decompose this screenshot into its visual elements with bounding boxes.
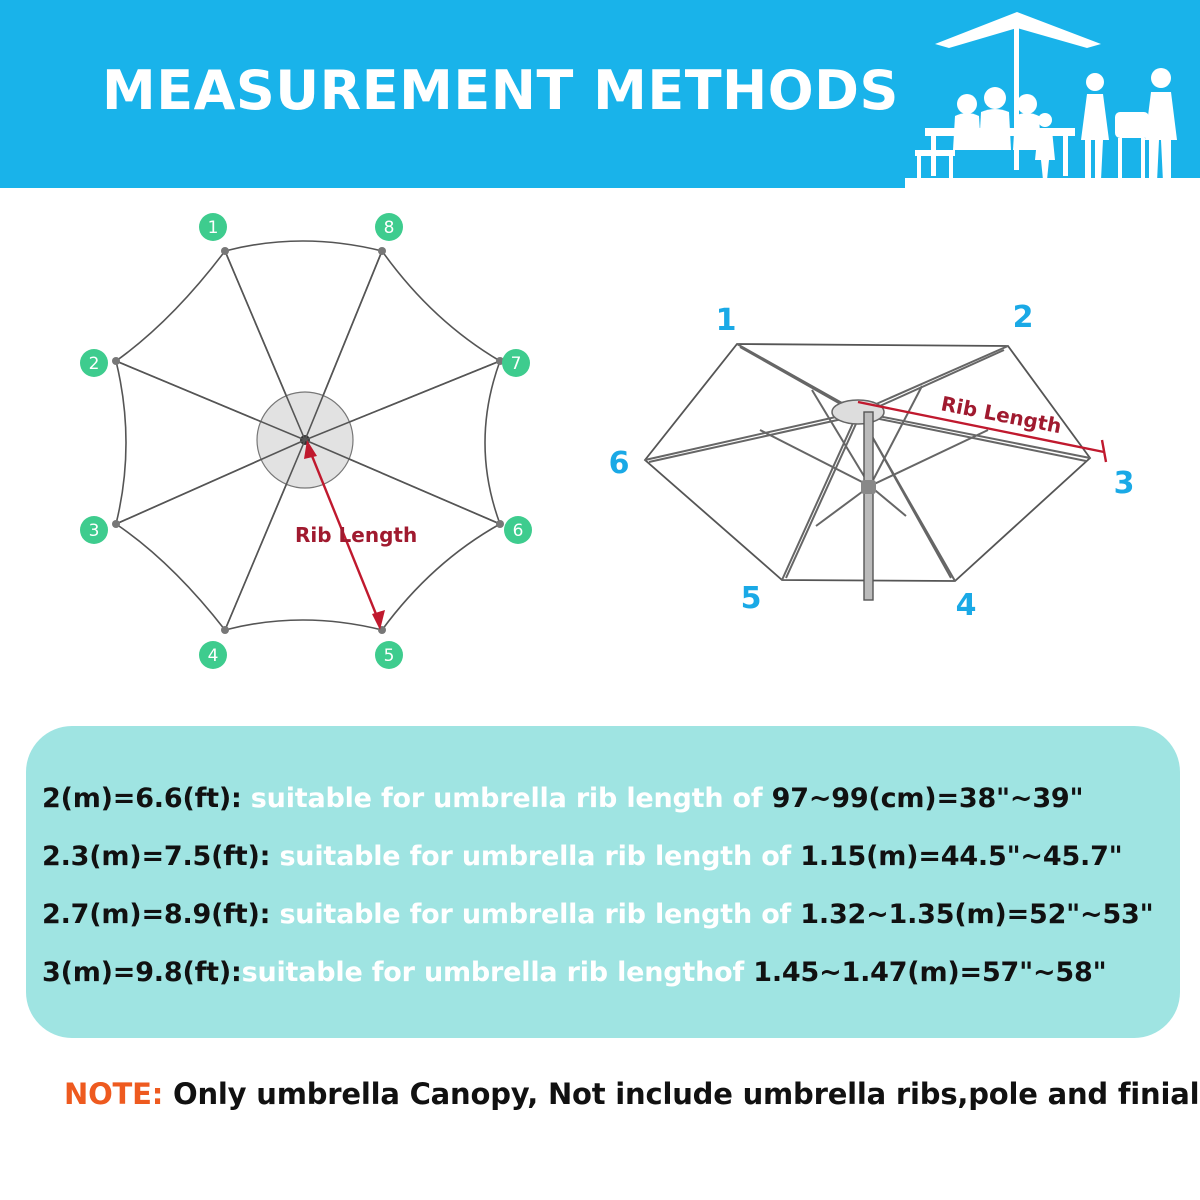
header-banner — [0, 0, 1200, 188]
rib-length-label-side: Rib Length — [939, 391, 1064, 439]
note-label: NOTE: — [64, 1077, 164, 1111]
size-description: suitable for umbrella rib length of — [279, 899, 801, 930]
umbrella-side-view-diagram — [590, 290, 1150, 630]
size-value: 2(m)=6.6(ft): — [42, 783, 251, 814]
rib-length-value: 1.15(m)=44.5"~45.7" — [800, 841, 1123, 872]
rib-number-7: 7 — [510, 354, 522, 374]
rib-number-8: 8 — [383, 218, 395, 238]
side-rib-number-3: 3 — [1113, 466, 1135, 501]
rib-length-value: 1.32~1.35(m)=52"~53" — [800, 899, 1154, 930]
side-rib-number-4: 4 — [955, 588, 977, 623]
note-text: Only umbrella Canopy, Not include umbrella ribs,pole and finial — [163, 1077, 1200, 1111]
note-line — [64, 1075, 1199, 1113]
rib-number-4: 4 — [207, 646, 219, 666]
rib-length-value: 1.45~1.47(m)=57"~58" — [753, 957, 1107, 988]
umbrella-top-view-diagram — [70, 200, 550, 680]
size-value: 2.3(m)=7.5(ft): — [42, 841, 280, 872]
rib-length-value: 97~99(cm)=38"~39" — [771, 783, 1084, 814]
rib-number-2: 2 — [88, 354, 100, 374]
side-rib-number-6: 6 — [608, 446, 630, 481]
size-description: suitable for umbrella rib lengthof — [241, 957, 754, 988]
rib-number-1: 1 — [207, 218, 219, 238]
rib-number-5: 5 — [383, 646, 395, 666]
size-description: suitable for umbrella rib length of — [279, 841, 801, 872]
side-rib-number-1: 1 — [715, 303, 737, 338]
size-value: 3(m)=9.8(ft): — [42, 957, 242, 988]
page-title: MEASUREMENT METHODS — [102, 59, 899, 122]
size-value: 2.7(m)=8.9(ft): — [42, 899, 280, 930]
family-picnic-umbrella-icon — [905, 0, 1200, 188]
size-table-box — [26, 726, 1180, 1038]
size-row — [42, 782, 1083, 816]
side-rib-number-2: 2 — [1012, 300, 1034, 335]
rib-length-label: Rib Length — [295, 523, 418, 547]
size-row — [42, 898, 1154, 932]
rib-number-3: 3 — [88, 521, 100, 541]
size-description: suitable for umbrella rib length of — [250, 783, 772, 814]
side-rib-number-5: 5 — [740, 581, 762, 616]
size-row — [42, 840, 1123, 874]
size-row — [42, 956, 1106, 990]
rib-number-6: 6 — [512, 521, 524, 541]
